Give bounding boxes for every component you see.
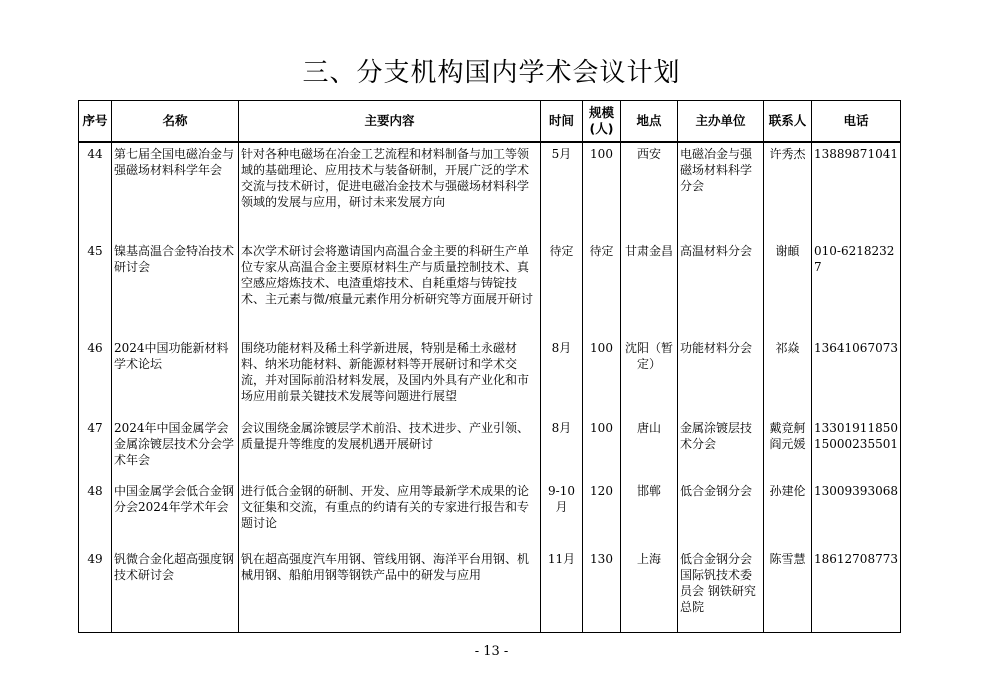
row-contact: 孙建伦 [764,480,812,548]
row-scale: 100 [583,337,621,417]
table-row [79,417,901,480]
row-content: 针对各种电磁场在冶金工艺流程和材料制备与加工等领域的基础理论、应用技术与装备研制，开展广泛的学术交流与技术研讨，促进电磁冶金技术与强磁场材料科学领域的发展与应用，研讨未来发展方向 [239,142,541,240]
row-phone: 010-62182327 [812,240,901,337]
row-content: 钒在超高强度汽车用钢、管线用钢、海洋平台用钢、机械用钢、船舶用钢等钢铁产品中的研发与应用 [239,548,541,632]
table-row [79,337,901,417]
row-time: 8月 [541,417,583,480]
row-place: 上海 [621,548,678,632]
row-phone: 13301911850 15000235501 [812,417,901,480]
row-name: 2024年中国金属学会金属涂镀层技术分会学术年会 [112,417,239,480]
row-name: 中国金属学会低合金钢分会2024年学术年会 [112,480,239,548]
table-row [79,548,901,632]
row-no: 47 [79,417,112,480]
row-place: 唐山 [621,417,678,480]
row-contact: 陈雪慧 [764,548,812,632]
row-contact: 戴竞舸 阎元媛 [764,417,812,480]
row-time: 待定 [541,240,583,337]
row-scale: 100 [583,417,621,480]
row-place: 沈阳（暂定） [621,337,678,417]
header-scale: 规模(人) [583,101,621,143]
table-row [79,142,901,240]
row-name: 钒微合金化超高强度钢技术研讨会 [112,548,239,632]
header-place: 地点 [621,101,678,143]
header-phone: 电话 [812,101,901,143]
page-title: 三、分支机构国内学术会议计划 [302,58,681,88]
row-organizer: 高温材料分会 [678,240,764,337]
row-name: 镍基高温合金特冶技术研讨会 [112,240,239,337]
row-no: 44 [79,142,112,240]
row-content: 围绕功能材料及稀土科学新进展，特别是稀土永磁材料、纳米功能材料、新能源材料等开展研讨和学术交流，并对国际前沿材料发展，及国内外具有产业化和市场应用前景关键技术发展等问题进行展望 [239,337,541,417]
row-no: 48 [79,480,112,548]
row-organizer: 低合金钢分会 国际钒技术委员会 钢铁研究总院 [678,548,764,632]
row-organizer: 电磁冶金与强磁场材料科学分会 [678,142,764,240]
header-no: 序号 [79,101,112,143]
header-contact: 联系人 [764,101,812,143]
row-phone: 13641067073 [812,337,901,417]
row-contact: 许秀杰 [764,142,812,240]
row-time: 11月 [541,548,583,632]
row-phone: 18612708773 [812,548,901,632]
row-time: 5月 [541,142,583,240]
row-place: 邯郸 [621,480,678,548]
header-name: 名称 [112,101,239,143]
row-organizer: 功能材料分会 [678,337,764,417]
row-organizer: 金属涂镀层技术分会 [678,417,764,480]
row-scale: 待定 [583,240,621,337]
row-contact: 祁焱 [764,337,812,417]
table-row [79,480,901,548]
header-organizer: 主办单位 [678,101,764,143]
row-content: 本次学术研讨会将邀请国内高温合金主要的科研生产单位专家从高温合金主要原材料生产与质量控制技术、真空感应熔炼技术、电渣重熔技术、自耗重熔与铸锭技术、主元素与微/痕量元素作用分析研究等方面展开研讨 [239,240,541,337]
row-contact: 谢頔 [764,240,812,337]
row-place: 西安 [621,142,678,240]
row-no: 46 [79,337,112,417]
row-scale: 130 [583,548,621,632]
row-place: 甘肃金昌 [621,240,678,337]
row-no: 45 [79,240,112,337]
row-time: 9-10月 [541,480,583,548]
page-number: - 13 - [474,644,509,659]
row-content: 会议围绕金属涂镀层学术前沿、技术进步、产业引领、质量提升等维度的发展机遇开展研讨 [239,417,541,480]
row-name: 2024中国功能新材料学术论坛 [112,337,239,417]
row-scale: 120 [583,480,621,548]
row-no: 49 [79,548,112,632]
table-header-row [79,101,901,143]
row-scale: 100 [583,142,621,240]
header-content: 主要内容 [239,101,541,143]
table-row [79,240,901,337]
row-time: 8月 [541,337,583,417]
header-time: 时间 [541,101,583,143]
row-phone: 13009393068 [812,480,901,548]
row-name: 第七届全国电磁冶金与强磁场材料科学年会 [112,142,239,240]
row-organizer: 低合金钢分会 [678,480,764,548]
conference-plan-table [78,100,901,633]
row-content: 进行低合金钢的研制、开发、应用等最新学术成果的论文征集和交流，有重点的约请有关的专家进行报告和专题讨论 [239,480,541,548]
row-phone: 13889871041 [812,142,901,240]
